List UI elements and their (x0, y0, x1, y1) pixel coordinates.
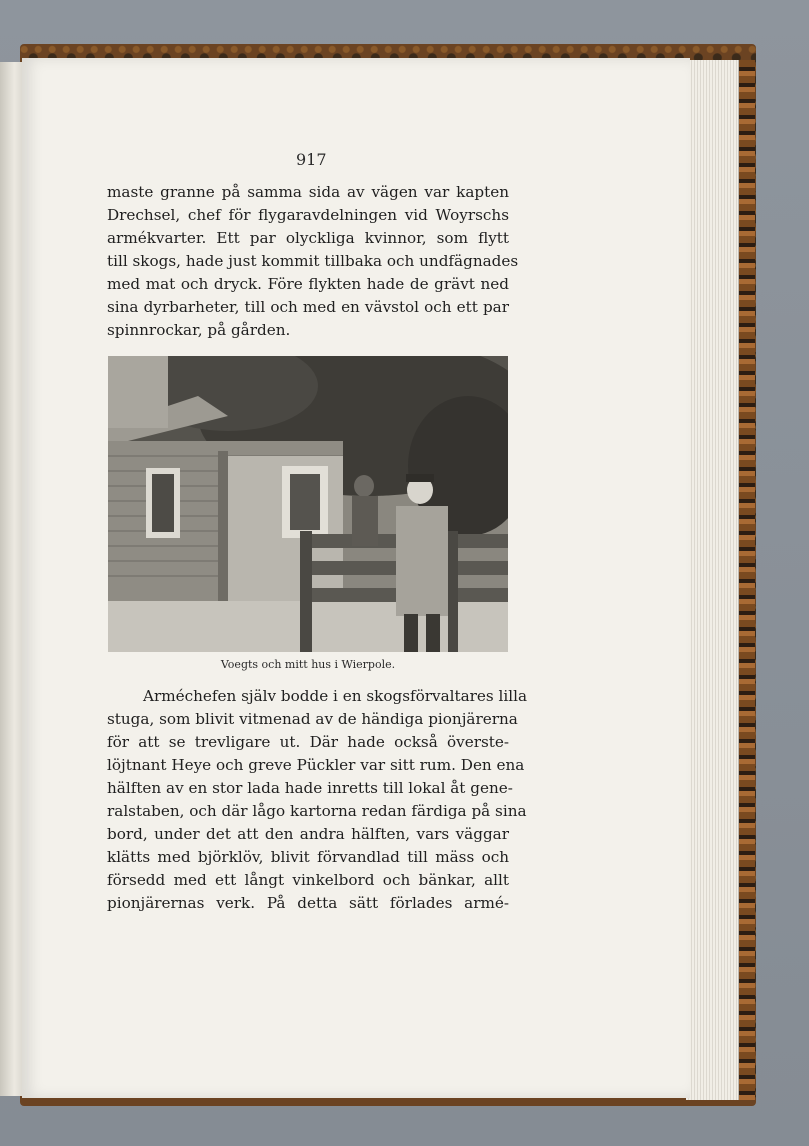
text-line: pionjärernas verk. På detta sätt förlades armé- (107, 894, 509, 912)
photo-caption: Voegts och mitt hus i Wierpole. (220, 658, 396, 671)
paragraph-2 (107, 685, 528, 915)
text-line: försedd med ett långt vinkelbord och bänkar, allt (107, 871, 509, 889)
text-line: bord, under det att den andra hälften, vars väggar (107, 825, 509, 843)
text-line: med mat och dryck. Före flykten hade de grävt ned (107, 275, 509, 293)
page-stack-edge (686, 60, 739, 1100)
paragraph-1 (107, 181, 519, 342)
text-line: armékvarter. Ett par olyckliga kvinnor, som flytt (107, 229, 509, 247)
text-line: sina dyrbarheter, till och med en vävstol och ett par (107, 298, 509, 316)
text-line: ralstaben, och där lågo kartorna redan färdiga på sina (107, 802, 527, 820)
text-line: löjtnant Heye och greve Pückler var sitt rum. Den ena (107, 756, 525, 774)
text-line: för att se trevligare ut. Där hade också överste- (107, 733, 509, 751)
text-line: hälften av en stor lada hade inretts till lokal åt gene- (107, 779, 513, 797)
left-page-edge (0, 62, 24, 1096)
text-line: Drechsel, chef för flygaravdelningen vid Woyrschs (107, 206, 509, 224)
text-line: Arméchefen själv bodde i en skogsförvaltares lilla (143, 687, 528, 705)
text-line: stuga, som blivit vitmenad av de händiga pionjärerna (107, 710, 518, 728)
text-line: spinnrockar, på gården. (107, 321, 291, 339)
text-line: klätts med björklöv, blivit förvandlad till mäss och (107, 848, 509, 866)
text-line: maste granne på samma sida av vägen var kapten (107, 183, 509, 201)
page-number: 917 (296, 150, 327, 169)
text-line: till skogs, hade just kommit tillbaka och undfägnades (107, 252, 519, 270)
photograph-house-wierpole (108, 356, 508, 652)
